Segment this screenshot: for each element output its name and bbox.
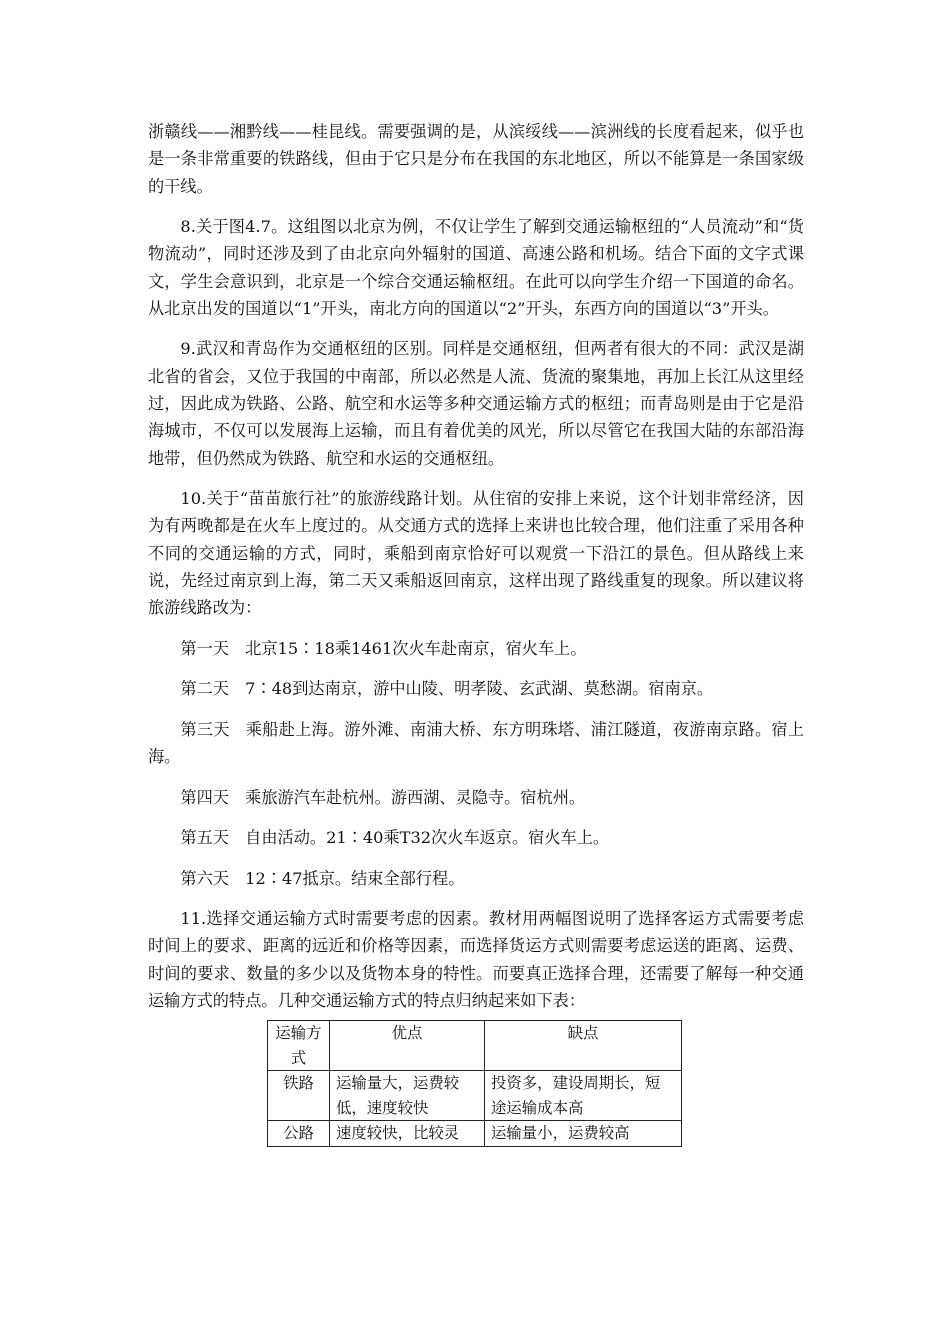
itinerary-day-label: 第三天 [180, 719, 230, 739]
table-cell: 铁路 [268, 1071, 330, 1121]
table-header-row [268, 1021, 682, 1071]
itinerary-day-label: 第四天 [180, 787, 229, 807]
table-cell: 运输量小，运费较高 [485, 1121, 682, 1147]
itinerary-day-2 [148, 675, 804, 702]
itinerary-day-label: 第五天 [180, 828, 229, 848]
itinerary-day-5 [148, 824, 804, 851]
table-header-cell: 缺点 [485, 1021, 682, 1071]
itinerary-day-text: 乘旅游汽车赴杭州。游西湖、灵隐寺。宿杭州。 [245, 787, 586, 807]
table-header-cell: 优点 [330, 1021, 485, 1071]
transport-comparison-table [267, 1020, 682, 1147]
itinerary-day-6 [148, 865, 804, 892]
itinerary-day-label: 第六天 [180, 868, 229, 888]
itinerary-day-text: 乘船赴上海。游外滩、南浦大桥、东方明珠塔、浦江隧道，夜游南京路。宿上海。 [148, 719, 805, 767]
itinerary-day-text: 自由活动。21∶40乘T32次火车返京。宿火车上。 [245, 828, 610, 848]
document-page [148, 118, 804, 1147]
table-cell: 公路 [268, 1121, 330, 1147]
itinerary-day-text: 7∶48到达南京，游中山陵、明孝陵、玄武湖、莫愁湖。宿南京。 [245, 679, 714, 699]
table-cell: 投资多，建设周期长，短途运输成本高 [485, 1071, 682, 1121]
itinerary-day-text: 北京15∶18乘1461次火车赴南京，宿火车上。 [245, 638, 587, 658]
itinerary-day-label: 第一天 [180, 638, 229, 658]
itinerary-day-4 [148, 784, 804, 811]
paragraph-railway-lines: 浙赣线——湘黔线——桂昆线。需要强调的是，从滨绥线——滨洲线的长度看起来，似乎也是一条非常重要的铁路线，但由于它只是分布在我国的东北地区，所以不能算是一条国家级的干线。 [148, 122, 804, 196]
paragraph-item-8: 8.关于图4.7。这组图以北京为例，不仅让学生了解到交通运输枢纽的“人员流动”和“货物流动”，同时还涉及到了由北京向外辐射的国道、高速公路和机场。结合下面的文字式课文，学生会意识到，北京是一个综合交通运输枢纽。在此可以向学生介绍一下国道的命名。从北京出发的国道以“1”开头，南北方向的国道以“2”开头，东西方向的国道以“3”开头。 [148, 217, 804, 318]
paragraph-item-11: 11.选择交通运输方式时需要考虑的因素。教材用两幅图说明了选择客运方式需要考虑时间上的要求、距离的远近和价格等因素，而选择货运方式则需要考虑运送的距离、运费、时间的要求、数量的多少以及货物本身的特性。而要真正选择合理，还需要了解每一种交通运输方式的特点。几种交通运输方式的特点归纳起来如下表： [148, 909, 804, 1010]
itinerary-day-1 [148, 635, 804, 662]
itinerary-day-text: 12∶47抵京。结束全部行程。 [245, 868, 465, 888]
itinerary-day-label: 第二天 [180, 679, 229, 699]
table-cell: 速度较快，比较灵 [330, 1121, 485, 1147]
table-row [268, 1071, 682, 1121]
paragraph-item-9: 9.武汉和青岛作为交通枢纽的区别。同样是交通枢纽，但两者有很大的不同：武汉是湖北省的省会，又位于我国的中南部，所以必然是人流、货流的聚集地，再加上长江从这里经过，因此成为铁路、公路、航空和水运等多种交通运输方式的枢纽；而青岛则是由于它是沿海城市，不仅可以发展海上运输，而且有着优美的风光，所以尽管它在我国大陆的东部沿海地带，但仍然成为铁路、航空和水运的交通枢纽。 [148, 339, 804, 468]
itinerary-day-3 [148, 716, 804, 771]
table-header-cell: 运输方式 [268, 1021, 330, 1071]
table-cell: 运输量大，运费较低，速度较快 [330, 1071, 485, 1121]
table-row [268, 1121, 682, 1147]
paragraph-item-10: 10.关于“苗苗旅行社”的旅游线路计划。从住宿的安排上来说，这个计划非常经济，因为有两晚都是在火车上度过的。从交通方式的选择上来讲也比较合理，他们注重了采用各种不同的交通运输的方式，同时，乘船到南京恰好可以观赏一下沿江的景色。但从路线上来说，先经过南京到上海，第二天又乘船返回南京，这样出现了路线重复的现象。所以建议将旅游线路改为： [148, 489, 804, 618]
